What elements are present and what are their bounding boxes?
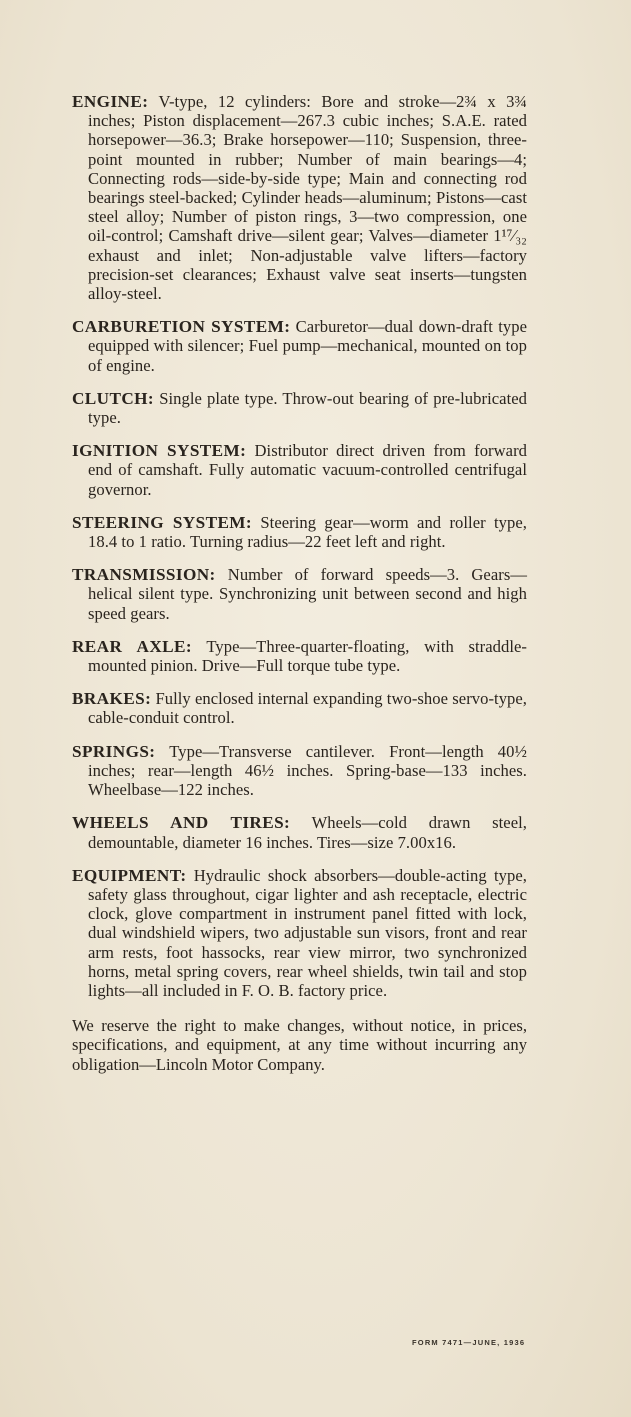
spec-engine: [72, 92, 527, 303]
spec-heading: BRAKES:: [72, 689, 152, 709]
spec-springs: [72, 742, 527, 800]
spec-heading: IGNITION SYSTEM:: [72, 441, 247, 461]
spec-text: Number of forward speeds—3. Gears—helical silent type. Synchronizing unit between second and high speed gears.: [88, 565, 527, 623]
spec-text: Type—Three-quarter-floating, with straddle-mounted pinion. Drive—Full torque tube type.: [88, 636, 527, 676]
form-number: FORM 7471—JUNE, 1936: [412, 1338, 526, 1347]
spec-brakes: [72, 689, 527, 727]
spec-carburetion: [72, 317, 527, 375]
spec-heading: EQUIPMENT:: [72, 865, 187, 885]
spec-text: Fully enclosed internal expanding two-shoe servo-type, cable-conduit control.: [88, 689, 528, 728]
spec-text: Hydraulic shock absorbers—double-acting type, safety glass throughout, cigar lighter and ash receptacle, electric clock, glove compartment in instrument panel fitted with lock, dual windshield wipers, two adjustable sun visors, front and rear arm rests, foot hassocks, rear view mirror, two synchronized horns, metal spring covers, rear wheel shields, twin tail and stop lights—all included in F. O. B. factory price.: [88, 865, 527, 1000]
spec-text: V-type, 12 cylinders: Bore and stroke—2¾ x 3¾ inches; Piston displacement—267.3 cubic inches; S.A.E. rated horsepower—36.3; Brake horsepower—110; Suspension, three-point mounted in rubber; Number of main bearings—4; Connecting rods—side-by-side type; Main and connecting rod bearings steel-backed; Cylinder heads—aluminum; Pistons—cast steel alloy; Number of piston rings, 3—two compression, one oil-control; Camshaft drive—silent gear; Valves—diameter 1¹⁷⁄₃₂ exhaust and inlet; Non-adjustable valve lifters—factory precision-set clearances; Exhaust valve seat inserts—tungsten alloy-steel.: [88, 92, 527, 304]
notice-paragraph: We reserve the right to make changes, without notice, in prices, specifications, and equipment, at any time without incurring any obligation—Lincoln Motor Company.: [72, 1016, 527, 1074]
spec-heading: WHEELS AND TIRES:: [72, 813, 291, 833]
spec-text: Wheels—cold drawn steel, demountable, diameter 16 inches. Tires—size 7.00x16.: [88, 813, 527, 852]
spec-text: Type—Transverse cantilever. Front—length 40½ inches; rear—length 46½ inches. Spring-base—133 inches. Wheelbase—122 inches.: [88, 741, 527, 800]
spec-heading: CARBURETION SYSTEM:: [72, 317, 291, 337]
spec-text: Distributor direct driven from forward end of camshaft. Fully automatic vacuum-controlled centrifugal governor.: [88, 441, 527, 499]
spec-heading: CLUTCH:: [72, 388, 155, 408]
spec-clutch: [72, 389, 527, 427]
spec-heading: REAR AXLE:: [72, 636, 192, 656]
spec-wheels-tires: [72, 813, 527, 851]
spec-transmission: [72, 565, 527, 623]
spec-heading: ENGINE:: [72, 92, 149, 111]
spec-sheet: [72, 92, 527, 1074]
spec-rear-axle: [72, 637, 527, 675]
spec-ignition: [72, 441, 527, 499]
spec-equipment: [72, 866, 527, 1000]
spec-heading: SPRINGS:: [72, 741, 156, 761]
spec-heading: TRANSMISSION:: [72, 565, 216, 585]
spec-steering: [72, 513, 527, 551]
spec-text: Steering gear—worm and roller type, 18.4 to 1 ratio. Turning radius—22 feet left and right.: [88, 512, 527, 552]
spec-heading: STEERING SYSTEM:: [72, 512, 253, 532]
spec-text: Single plate type. Throw-out bearing of pre-lubricated type.: [88, 388, 527, 428]
spec-text: Carburetor—dual down-draft type equipped with silencer; Fuel pump—mechanical, mounted on top of engine.: [88, 317, 527, 375]
